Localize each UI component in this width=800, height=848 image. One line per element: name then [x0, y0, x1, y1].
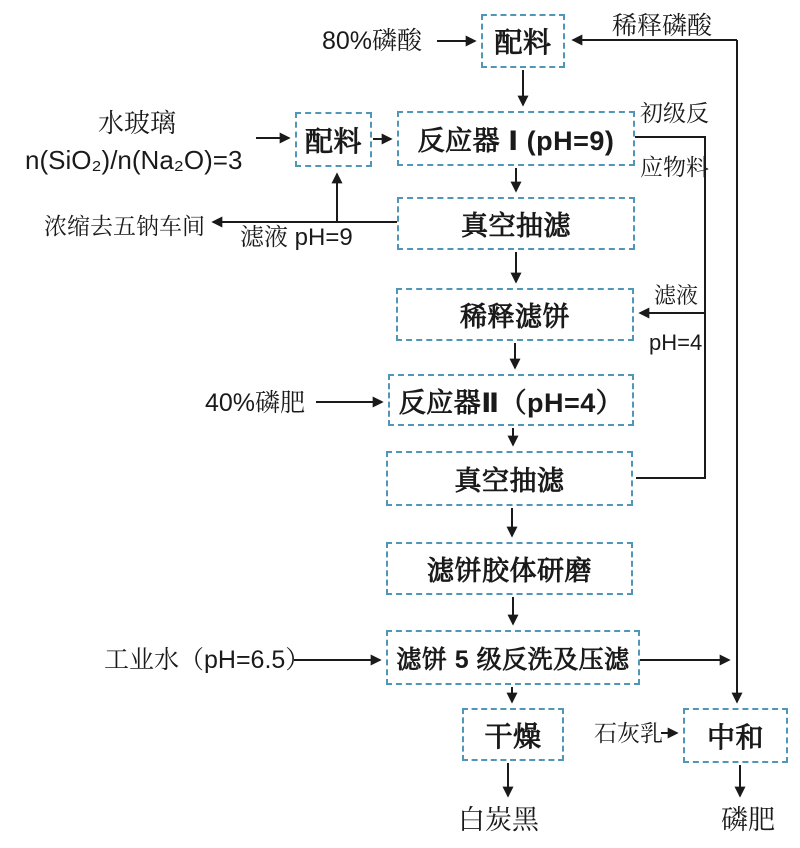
- label-dilute-phosphoric-acid: 稀释磷酸: [612, 12, 713, 40]
- node-vacuum-filter1: 真空抽滤: [397, 197, 635, 250]
- label-silica-product: 白炭黑: [458, 805, 539, 835]
- label-lime-milk: 石灰乳: [594, 720, 663, 746]
- label-industrial-water: 工业水（pH=6.5）: [104, 646, 311, 674]
- label-filtrate-ph9: 滤液 pH=9: [240, 224, 353, 251]
- label-water-glass: 水玻璃: [98, 108, 177, 138]
- label-primary-reaction-material-line1: 初级反: [640, 100, 709, 126]
- label-primary-reaction-material-line2: 应物料: [640, 154, 709, 180]
- label-to-pentasodium-workshop: 浓缩去五钠车间: [44, 213, 205, 239]
- node-batching-left: 配料: [295, 112, 372, 167]
- node-colloid-grinding: 滤饼胶体研磨: [386, 542, 633, 595]
- node-dilute-cake: 稀释滤饼: [396, 288, 634, 341]
- node-vacuum-filter2: 真空抽滤: [386, 451, 633, 506]
- node-backwash-press: 滤饼 5 级反洗及压滤: [386, 630, 640, 685]
- label-sio2-na2o-ratio: n(SiO₂)/n(Na₂O)=3: [25, 145, 243, 175]
- node-batching-top: 配料: [481, 14, 565, 68]
- label-phosphate-fertilizer-40: 40%磷肥: [205, 389, 306, 417]
- node-drying: 干燥: [462, 708, 564, 761]
- node-neutralization: 中和: [683, 708, 788, 763]
- label-phosphoric-acid-80: 80%磷酸: [322, 27, 423, 55]
- label-filtrate-ph4: pH=4: [649, 330, 703, 355]
- label-phosphate-fertilizer-product: 磷肥: [721, 805, 775, 835]
- node-reactor1: 反应器 Ⅰ (pH=9): [397, 111, 635, 166]
- node-reactor2: 反应器Ⅱ（pH=4）: [388, 374, 634, 426]
- label-filtrate: 滤液: [654, 283, 699, 308]
